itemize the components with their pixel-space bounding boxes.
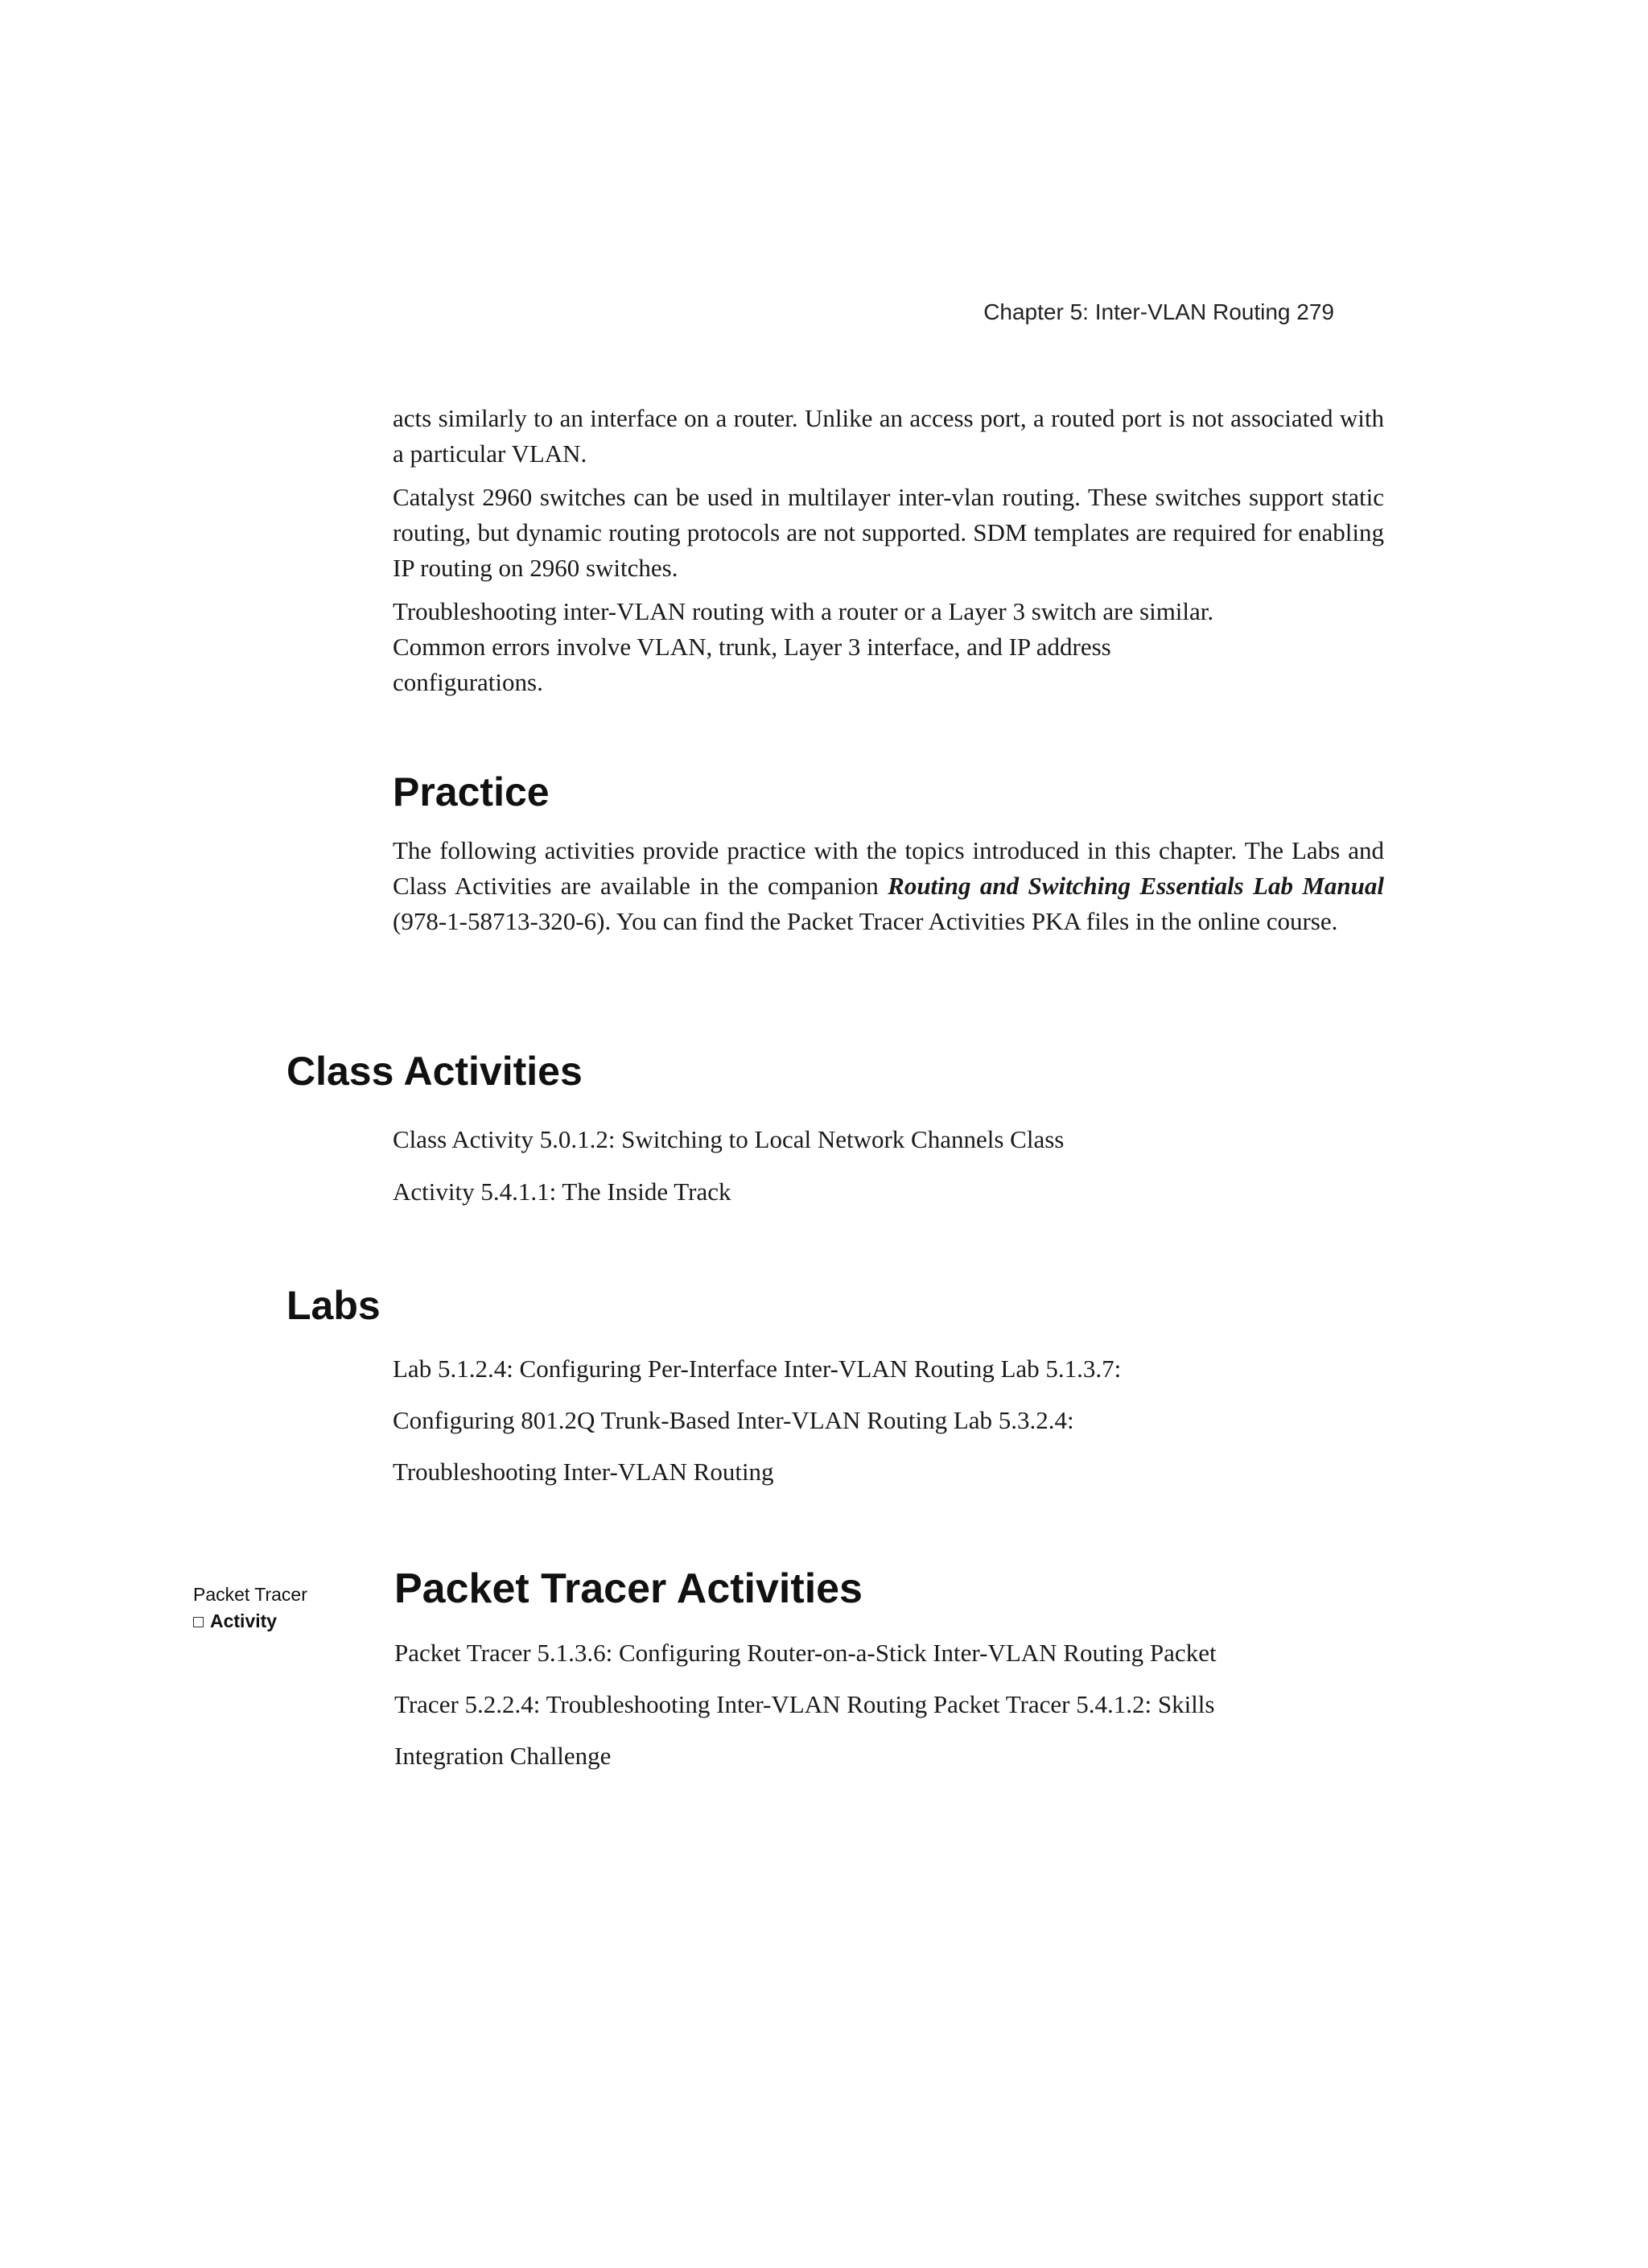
practice-heading: Practice	[393, 769, 550, 814]
troubleshooting-line: Common errors involve VLAN, trunk, Layer 3 interface, and IP address	[393, 633, 1111, 661]
lab-line: Lab 5.1.2.4: Configuring Per-Interface Inter-VLAN Routing Lab 5.1.3.7:	[393, 1355, 1122, 1383]
class-activities-heading: Class Activities	[286, 1049, 583, 1094]
packet-tracer-heading: Packet Tracer Activities	[394, 1565, 863, 1612]
troubleshooting-text	[393, 594, 1384, 700]
packet-tracer-line: Tracer 5.2.2.4: Troubleshooting Inter-VLAN Routing Packet Tracer 5.4.1.2: Skills	[394, 1690, 1215, 1718]
intro-paragraph: Catalyst 2960 switches can be used in multilayer inter-vlan routing. These switches support static routing, but dynamic routing protocols are not supported. SDM templates are required for enabling IP routing on 2960 switches.	[393, 483, 1384, 582]
labs-heading: Labs	[286, 1283, 381, 1328]
intro-text	[393, 401, 1384, 594]
intro-paragraph: acts similarly to an interface on a router. Unlike an access port, a routed port is not associated with a particular VLAN.	[393, 404, 1384, 468]
practice-text-after: (978-1-58713-320-6). You can find the Packet Tracer Activities PKA files in the online course.	[393, 907, 1338, 935]
packet-tracer-margin-label	[193, 1581, 307, 1635]
class-activity-line: Class Activity 5.0.1.2: Switching to Local Network Channels Class	[393, 1125, 1065, 1153]
checkbox-square-icon	[193, 1617, 204, 1627]
lab-manual-title: Routing and Switching Essentials Lab Manual	[888, 872, 1384, 900]
practice-text-before: The following activities provide practice with the topics introduced in this chapter. The Labs and Class Activities are available in the companion	[393, 836, 1384, 900]
packet-tracer-line: Packet Tracer 5.1.3.6: Configuring Router-on-a-Stick Inter-VLAN Routing Packet	[394, 1639, 1217, 1667]
lab-line: Configuring 801.2Q Trunk-Based Inter-VLAN Routing Lab 5.3.2.4:	[393, 1406, 1074, 1434]
margin-label-line: Packet Tracer	[193, 1584, 307, 1605]
running-head: Chapter 5: Inter-VLAN Routing 279	[983, 299, 1334, 324]
margin-label-line: Activity	[193, 1608, 307, 1635]
packet-tracer-line: Integration Challenge	[394, 1742, 612, 1770]
troubleshooting-line: Troubleshooting inter-VLAN routing with a router or a Layer 3 switch are similar.	[393, 597, 1214, 625]
practice-paragraph	[393, 833, 1384, 939]
troubleshooting-line: configurations.	[393, 668, 543, 696]
lab-line: Troubleshooting Inter-VLAN Routing	[393, 1458, 774, 1486]
class-activity-line: Activity 5.4.1.1: The Inside Track	[393, 1177, 731, 1206]
